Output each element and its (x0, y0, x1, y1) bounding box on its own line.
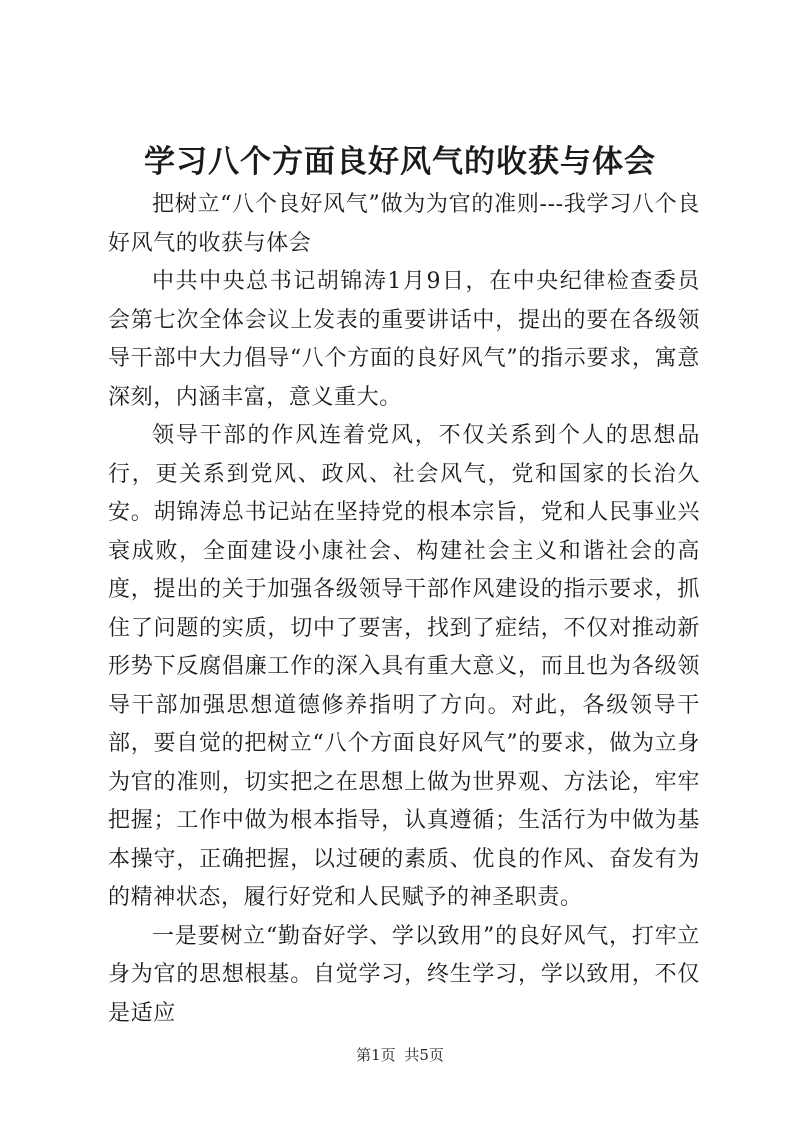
paragraph-point-one: 一是要树立“勤奋好学、学以致用”的良好风气，打牢立身为官的思想根基。自觉学习，终生学习，学以致用，不仅是适应 (108, 923, 700, 1026)
document-body (108, 186, 700, 1033)
page-footer (0, 1045, 800, 1065)
page-total: 共5页 (404, 1046, 444, 1064)
paragraph-leadership: 领导干部的作风连着党风，不仅关系到个人的思想品行，更关系到党风、政风、社会风气，党和国家的长治久安。胡锦涛总书记站在坚持党的根本宗旨，党和人民事业兴衰成败，全面建设小康社会、构建社会主义和谐社会的高度，提出的关于加强各级领导干部作风建设的指示要求，抓住了问题的实质，切中了要害，找到了症结，不仅对推动新形势下反腐倡廉工作的深入具有重大意义，而且也为各级领导干部加强思想道德修养指明了方向。对此，各级领导干部，要自觉的把树立“八个方面良好风气”的要求，做为立身为官的准则，切实把之在思想上做为世界观、方法论，牢牢把握；工作中做为根本指导，认真遵循；生活行为中做为基本操守，正确把握，以过硬的素质、优良的作风、奋发有为的精神状态，履行好党和人民赋予的神圣职责。 (108, 423, 700, 910)
paragraph-subtitle: 把树立“八个良好风气”做为为官的准则---我学习八个良好风气的收获与体会 (108, 192, 700, 256)
paragraph-intro: 中共中央总书记胡锦涛1月9日，在中央纪律检查委员会第七次全体会议上发表的重要讲话中，提出的要在各级领导干部中大力倡导“八个方面的良好风气”的指示要求，寓意深刻，内涵丰富，意义重大。 (108, 269, 700, 410)
page-number: 第1页 (356, 1046, 396, 1064)
document-title: 学习八个方面良好风气的收获与体会 (144, 144, 656, 180)
